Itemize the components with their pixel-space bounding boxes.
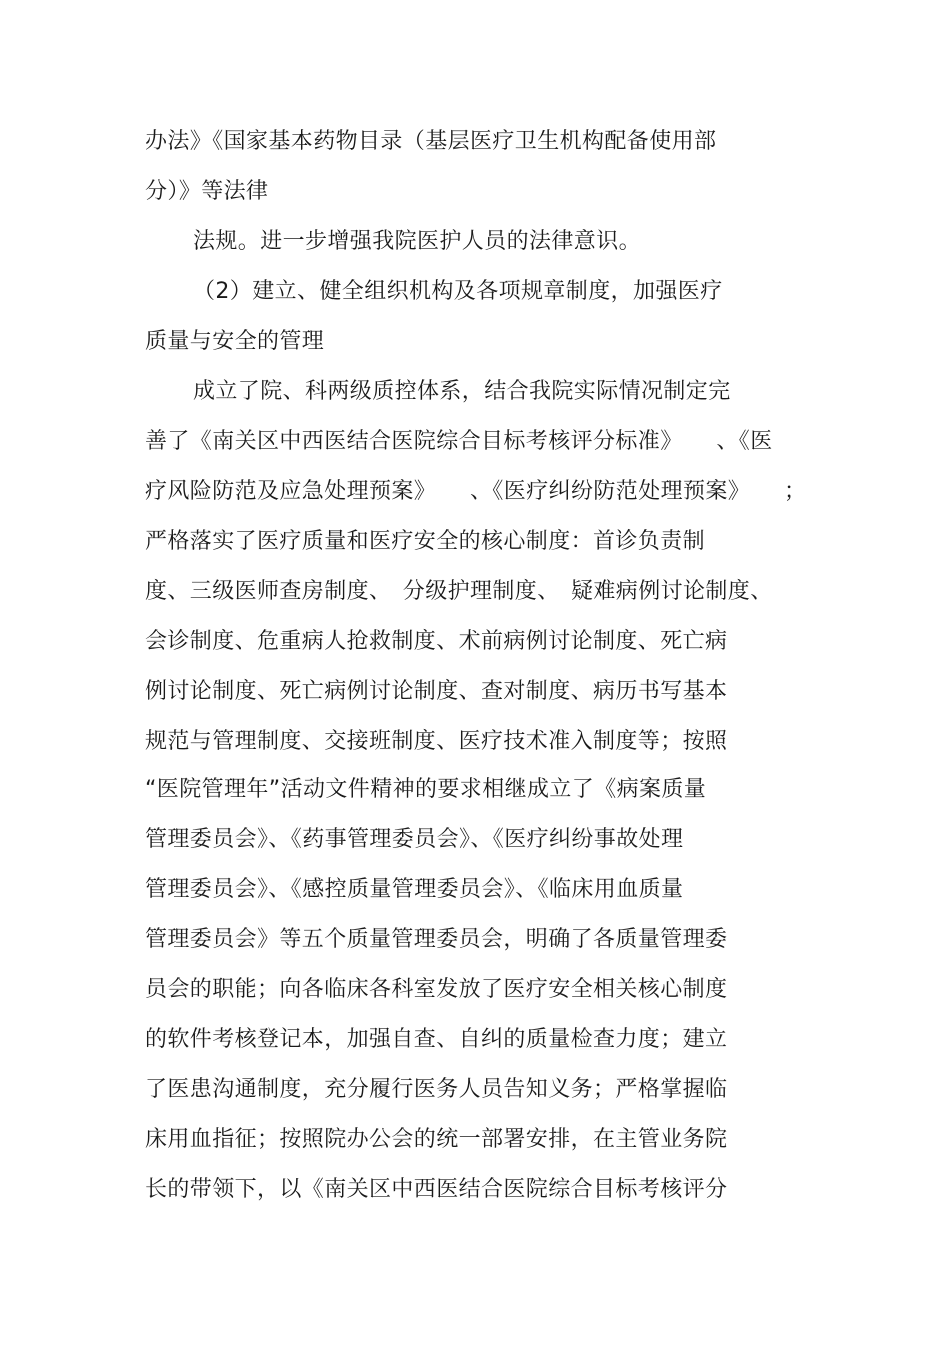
text-line-17: 管理委员会》等五个质量管理委员会，明确了各质量管理委: [145, 927, 728, 952]
text-line-14: “医院管理年”活动文件精神的要求相继成立了《病案质量: [145, 777, 707, 802]
text-line-15: 管理委员会》、《药事管理委员会》、《医疗纠纷事故处理: [145, 827, 684, 852]
text-line-8: 疗风险防范及应急处理预案》 、《医疗纠纷防范处理预案》 ；: [145, 479, 807, 504]
text-line-13: 规范与管理制度、交接班制度、医疗技术准入制度等；按照: [145, 729, 728, 754]
text-line-1: 办法》《国家基本药物目录（基层医疗卫生机构配备使用部: [145, 129, 717, 154]
text-line-12: 例讨论制度、死亡病例讨论制度、查对制度、病历书写基本: [145, 679, 728, 704]
text-line-7: 善了《南关区中西医结合医院综合目标考核评分标准》 、《医: [145, 429, 773, 454]
text-line-6: 成立了院、科两级质控体系，结合我院实际情况制定完: [193, 379, 731, 404]
text-line-16: 管理委员会》、《感控质量管理委员会》、《临床用血质量: [145, 877, 684, 902]
section-heading-2-line-1: （2）建立、健全组织机构及各项规章制度，加强医疗: [193, 279, 723, 304]
text-line-10: 度、三级医师查房制度、 分级护理制度、 疑难病例讨论制度、: [145, 579, 773, 604]
text-line-2: 分）》等法律: [145, 179, 269, 204]
text-line-3: 法规。进一步增强我院医护人员的法律意识。: [193, 229, 642, 254]
text-line-9: 严格落实了医疗质量和医疗安全的核心制度：首诊负责制: [145, 529, 706, 554]
text-line-20: 了医患沟通制度，充分履行医务人员告知义务；严格掌握临: [145, 1077, 728, 1102]
text-line-19: 的软件考核登记本，加强自查、自纠的质量检查力度；建立: [145, 1027, 728, 1052]
text-line-11: 会诊制度、危重病人抢救制度、术前病例讨论制度、死亡病: [145, 629, 728, 654]
section-heading-2-line-2: 质量与安全的管理: [145, 329, 325, 354]
text-line-21: 床用血指征；按照院办公会的统一部署安排，在主管业务院: [145, 1127, 728, 1152]
text-line-18: 员会的职能；向各临床各科室发放了医疗安全相关核心制度: [145, 977, 728, 1002]
text-line-22: 长的带领下，以《南关区中西医结合医院综合目标考核评分: [145, 1177, 728, 1202]
